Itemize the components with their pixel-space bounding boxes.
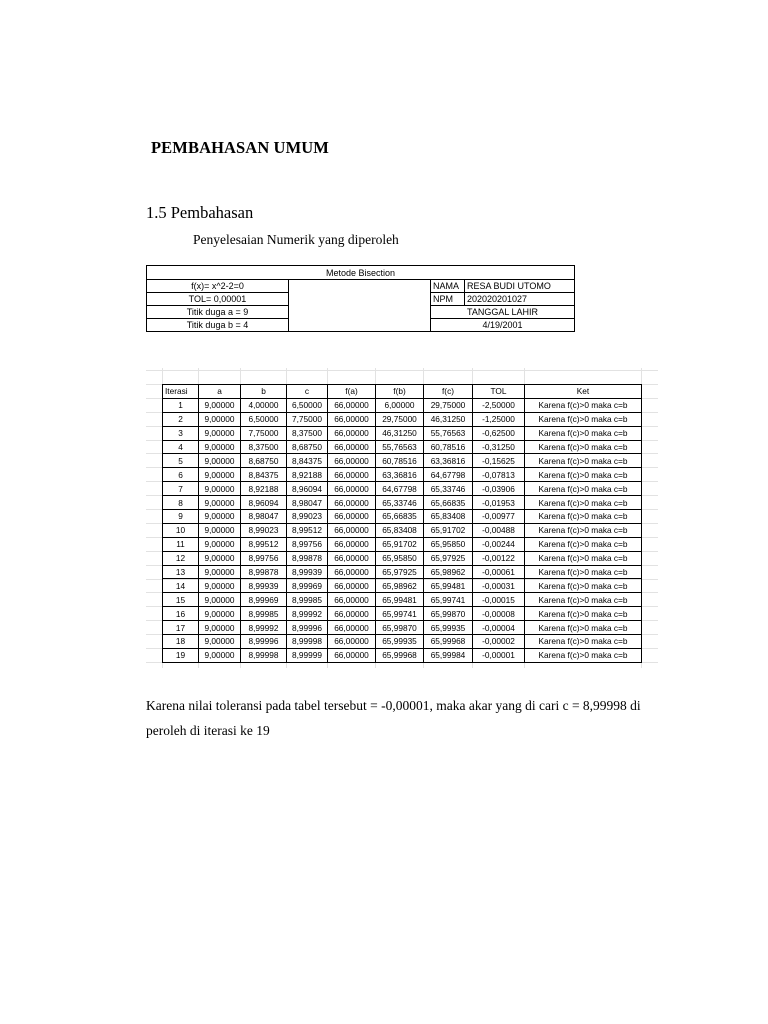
cell-fc: 65,99984 [424, 648, 473, 662]
cell-c: 8,84375 [287, 454, 328, 468]
cell-b: 8,99996 [241, 635, 287, 649]
cell-tol: -0,31250 [473, 440, 525, 454]
cell-ket: Karena f(c)>0 maka c=b [525, 412, 642, 426]
cell-fa: 66,00000 [328, 482, 376, 496]
cell-iterasi: 14 [163, 579, 199, 593]
cell-b: 8,84375 [241, 468, 287, 482]
cell-iterasi: 4 [163, 440, 199, 454]
cell-iterasi: 18 [163, 635, 199, 649]
cell-a: 9,00000 [199, 412, 241, 426]
cell-iterasi: 5 [163, 454, 199, 468]
cell-ket: Karena f(c)>0 maka c=b [525, 593, 642, 607]
cell-b: 8,99985 [241, 607, 287, 621]
cell-c: 8,99999 [287, 648, 328, 662]
cell-fc: 65,95850 [424, 537, 473, 551]
cell-fb: 65,66835 [376, 510, 424, 524]
cell-ket: Karena f(c)>0 maka c=b [525, 440, 642, 454]
cell-iterasi: 10 [163, 523, 199, 537]
cell-b: 8,99998 [241, 648, 287, 662]
cell-b: 8,98047 [241, 510, 287, 524]
cell-b: 8,92188 [241, 482, 287, 496]
table-row [163, 537, 642, 551]
cell-a: 9,00000 [199, 510, 241, 524]
cell-fb: 65,33746 [376, 496, 424, 510]
cell-c: 8,99756 [287, 537, 328, 551]
nama-label: NAMA [431, 280, 465, 293]
column-header-fc: f(c) [424, 385, 473, 399]
cell-fb: 65,98962 [376, 579, 424, 593]
cell-a: 9,00000 [199, 468, 241, 482]
cell-a: 9,00000 [199, 579, 241, 593]
cell-ket: Karena f(c)>0 maka c=b [525, 621, 642, 635]
cell-a: 9,00000 [199, 496, 241, 510]
cell-iterasi: 17 [163, 621, 199, 635]
cell-ket: Karena f(c)>0 maka c=b [525, 648, 642, 662]
cell-fc: 65,99968 [424, 635, 473, 649]
cell-b: 8,99969 [241, 593, 287, 607]
section-title: 1.5 Pembahasan [146, 203, 254, 222]
cell-c: 8,99996 [287, 621, 328, 635]
column-header-a: a [199, 385, 241, 399]
cell-ket: Karena f(c)>0 maka c=b [525, 537, 642, 551]
cell-fa: 66,00000 [328, 412, 376, 426]
cell-tol: -0,01953 [473, 496, 525, 510]
cell-iterasi: 9 [163, 510, 199, 524]
iteration-table [162, 384, 642, 663]
param-function: f(x)= x^2-2=0 [147, 280, 289, 293]
cell-fc: 65,98962 [424, 565, 473, 579]
cell-ket: Karena f(c)>0 maka c=b [525, 551, 642, 565]
column-header-fa: f(a) [328, 385, 376, 399]
column-header-iterasi: Iterasi [163, 385, 199, 399]
npm-label: NPM [431, 293, 465, 306]
table-row [163, 510, 642, 524]
cell-iterasi: 12 [163, 551, 199, 565]
cell-fc: 65,99741 [424, 593, 473, 607]
cell-fb: 6,00000 [376, 398, 424, 412]
cell-fc: 65,99870 [424, 607, 473, 621]
cell-ket: Karena f(c)>0 maka c=b [525, 468, 642, 482]
cell-fa: 66,00000 [328, 496, 376, 510]
bisection-info-table [146, 265, 575, 332]
table-row [163, 468, 642, 482]
table-row [163, 621, 642, 635]
cell-tol: -0,00122 [473, 551, 525, 565]
table-row [163, 440, 642, 454]
cell-fc: 65,91702 [424, 523, 473, 537]
cell-fa: 66,00000 [328, 565, 376, 579]
cell-a: 9,00000 [199, 635, 241, 649]
cell-c: 8,99023 [287, 510, 328, 524]
cell-fb: 65,99935 [376, 635, 424, 649]
cell-a: 9,00000 [199, 551, 241, 565]
param-point-b: Titik duga b = 4 [147, 319, 289, 332]
cell-b: 6,50000 [241, 412, 287, 426]
cell-fc: 63,36816 [424, 454, 473, 468]
cell-fb: 55,76563 [376, 440, 424, 454]
cell-iterasi: 16 [163, 607, 199, 621]
cell-fc: 65,97925 [424, 551, 473, 565]
cell-ket: Karena f(c)>0 maka c=b [525, 454, 642, 468]
cell-fb: 65,91702 [376, 537, 424, 551]
cell-c: 8,99992 [287, 607, 328, 621]
table-row [163, 482, 642, 496]
tanggal-value: 4/19/2001 [431, 319, 575, 332]
cell-fa: 66,00000 [328, 426, 376, 440]
table-row [163, 607, 642, 621]
table-row [163, 593, 642, 607]
cell-c: 8,37500 [287, 426, 328, 440]
cell-tol: -0,00015 [473, 593, 525, 607]
cell-fa: 66,00000 [328, 551, 376, 565]
cell-ket: Karena f(c)>0 maka c=b [525, 426, 642, 440]
cell-iterasi: 13 [163, 565, 199, 579]
cell-tol: -0,00031 [473, 579, 525, 593]
cell-a: 9,00000 [199, 454, 241, 468]
tanggal-label: TANGGAL LAHIR [431, 306, 575, 319]
spreadsheet-area [146, 368, 658, 668]
page-heading: PEMBAHASAN UMUM [151, 138, 329, 157]
cell-fa: 66,00000 [328, 607, 376, 621]
cell-c: 8,96094 [287, 482, 328, 496]
cell-b: 4,00000 [241, 398, 287, 412]
cell-tol: -0,03906 [473, 482, 525, 496]
cell-fb: 64,67798 [376, 482, 424, 496]
cell-b: 8,99512 [241, 537, 287, 551]
cell-fb: 65,99968 [376, 648, 424, 662]
cell-tol: -0,00977 [473, 510, 525, 524]
cell-b: 8,99878 [241, 565, 287, 579]
cell-iterasi: 15 [163, 593, 199, 607]
cell-ket: Karena f(c)>0 maka c=b [525, 496, 642, 510]
nama-value: RESA BUDI UTOMO [465, 280, 575, 293]
cell-fa: 66,00000 [328, 398, 376, 412]
cell-iterasi: 8 [163, 496, 199, 510]
column-header-c: c [287, 385, 328, 399]
cell-b: 8,99023 [241, 523, 287, 537]
npm-value: 202020201027 [465, 293, 575, 306]
table-row [163, 426, 642, 440]
cell-c: 8,68750 [287, 440, 328, 454]
cell-a: 9,00000 [199, 621, 241, 635]
cell-ket: Karena f(c)>0 maka c=b [525, 523, 642, 537]
cell-c: 8,92188 [287, 468, 328, 482]
table-row [163, 579, 642, 593]
cell-tol: -1,25000 [473, 412, 525, 426]
cell-a: 9,00000 [199, 523, 241, 537]
cell-tol: -0,00061 [473, 565, 525, 579]
cell-a: 9,00000 [199, 482, 241, 496]
cell-b: 8,99939 [241, 579, 287, 593]
cell-iterasi: 19 [163, 648, 199, 662]
cell-fb: 65,99741 [376, 607, 424, 621]
cell-iterasi: 3 [163, 426, 199, 440]
iteration-header-row [163, 385, 642, 399]
cell-c: 6,50000 [287, 398, 328, 412]
cell-c: 8,99939 [287, 565, 328, 579]
cell-c: 8,99998 [287, 635, 328, 649]
cell-tol: -0,00001 [473, 648, 525, 662]
cell-a: 9,00000 [199, 593, 241, 607]
table-row [163, 523, 642, 537]
cell-fc: 65,99481 [424, 579, 473, 593]
cell-tol: -0,00002 [473, 635, 525, 649]
cell-c: 8,99969 [287, 579, 328, 593]
cell-fa: 66,00000 [328, 440, 376, 454]
cell-b: 8,37500 [241, 440, 287, 454]
cell-fc: 29,75000 [424, 398, 473, 412]
cell-tol: -0,00244 [473, 537, 525, 551]
param-point-a: Titik duga a = 9 [147, 306, 289, 319]
info-table-title: Metode Bisection [147, 266, 575, 280]
cell-fc: 65,83408 [424, 510, 473, 524]
cell-iterasi: 2 [163, 412, 199, 426]
cell-fb: 65,99481 [376, 593, 424, 607]
table-row [163, 496, 642, 510]
cell-fa: 66,00000 [328, 593, 376, 607]
param-tolerance: TOL= 0,00001 [147, 293, 289, 306]
cell-fb: 65,99870 [376, 621, 424, 635]
cell-a: 9,00000 [199, 426, 241, 440]
column-header-ket: Ket [525, 385, 642, 399]
cell-a: 9,00000 [199, 537, 241, 551]
column-header-tol: TOL [473, 385, 525, 399]
table-row [163, 635, 642, 649]
column-header-fb: f(b) [376, 385, 424, 399]
cell-a: 9,00000 [199, 648, 241, 662]
cell-c: 8,99985 [287, 593, 328, 607]
cell-ket: Karena f(c)>0 maka c=b [525, 635, 642, 649]
cell-c: 8,98047 [287, 496, 328, 510]
cell-fa: 66,00000 [328, 523, 376, 537]
conclusion-paragraph: Karena nilai toleransi pada tabel tersebut = -0,00001, maka akar yang di cari c = 8,99998 di peroleh di iterasi ke 19 [146, 698, 641, 738]
section-subtext: Penyelesaian Numerik yang diperoleh [193, 232, 399, 247]
cell-b: 8,96094 [241, 496, 287, 510]
gridline [146, 370, 658, 371]
cell-fa: 66,00000 [328, 635, 376, 649]
cell-fc: 65,33746 [424, 482, 473, 496]
cell-fa: 66,00000 [328, 648, 376, 662]
cell-tol: -0,00008 [473, 607, 525, 621]
cell-iterasi: 11 [163, 537, 199, 551]
cell-tol: -0,00488 [473, 523, 525, 537]
cell-a: 9,00000 [199, 607, 241, 621]
cell-tol: -0,07813 [473, 468, 525, 482]
cell-fb: 65,95850 [376, 551, 424, 565]
cell-fb: 65,83408 [376, 523, 424, 537]
cell-ket: Karena f(c)>0 maka c=b [525, 398, 642, 412]
cell-iterasi: 6 [163, 468, 199, 482]
cell-a: 9,00000 [199, 440, 241, 454]
table-row [163, 398, 642, 412]
cell-tol: -0,62500 [473, 426, 525, 440]
cell-fa: 66,00000 [328, 621, 376, 635]
cell-iterasi: 1 [163, 398, 199, 412]
cell-fa: 66,00000 [328, 537, 376, 551]
cell-fb: 65,97925 [376, 565, 424, 579]
cell-ket: Karena f(c)>0 maka c=b [525, 565, 642, 579]
cell-tol: -0,15625 [473, 454, 525, 468]
cell-fa: 66,00000 [328, 579, 376, 593]
cell-c: 7,75000 [287, 412, 328, 426]
cell-fa: 66,00000 [328, 510, 376, 524]
cell-tol: -2,50000 [473, 398, 525, 412]
table-row [163, 565, 642, 579]
cell-fc: 65,66835 [424, 496, 473, 510]
cell-fb: 63,36816 [376, 468, 424, 482]
blank-cell [289, 280, 431, 332]
cell-ket: Karena f(c)>0 maka c=b [525, 510, 642, 524]
cell-ket: Karena f(c)>0 maka c=b [525, 482, 642, 496]
cell-a: 9,00000 [199, 565, 241, 579]
table-row [163, 648, 642, 662]
cell-fc: 65,99935 [424, 621, 473, 635]
cell-b: 7,75000 [241, 426, 287, 440]
column-header-b: b [241, 385, 287, 399]
cell-b: 8,99756 [241, 551, 287, 565]
cell-fb: 60,78516 [376, 454, 424, 468]
table-row [163, 412, 642, 426]
cell-fc: 60,78516 [424, 440, 473, 454]
cell-fc: 64,67798 [424, 468, 473, 482]
cell-b: 8,99992 [241, 621, 287, 635]
cell-ket: Karena f(c)>0 maka c=b [525, 579, 642, 593]
cell-iterasi: 7 [163, 482, 199, 496]
table-row [163, 551, 642, 565]
cell-a: 9,00000 [199, 398, 241, 412]
cell-fc: 46,31250 [424, 412, 473, 426]
cell-c: 8,99878 [287, 551, 328, 565]
cell-fc: 55,76563 [424, 426, 473, 440]
cell-fa: 66,00000 [328, 454, 376, 468]
cell-b: 8,68750 [241, 454, 287, 468]
cell-fa: 66,00000 [328, 468, 376, 482]
cell-c: 8,99512 [287, 523, 328, 537]
table-row [163, 454, 642, 468]
cell-fb: 46,31250 [376, 426, 424, 440]
cell-ket: Karena f(c)>0 maka c=b [525, 607, 642, 621]
cell-tol: -0,00004 [473, 621, 525, 635]
cell-fb: 29,75000 [376, 412, 424, 426]
